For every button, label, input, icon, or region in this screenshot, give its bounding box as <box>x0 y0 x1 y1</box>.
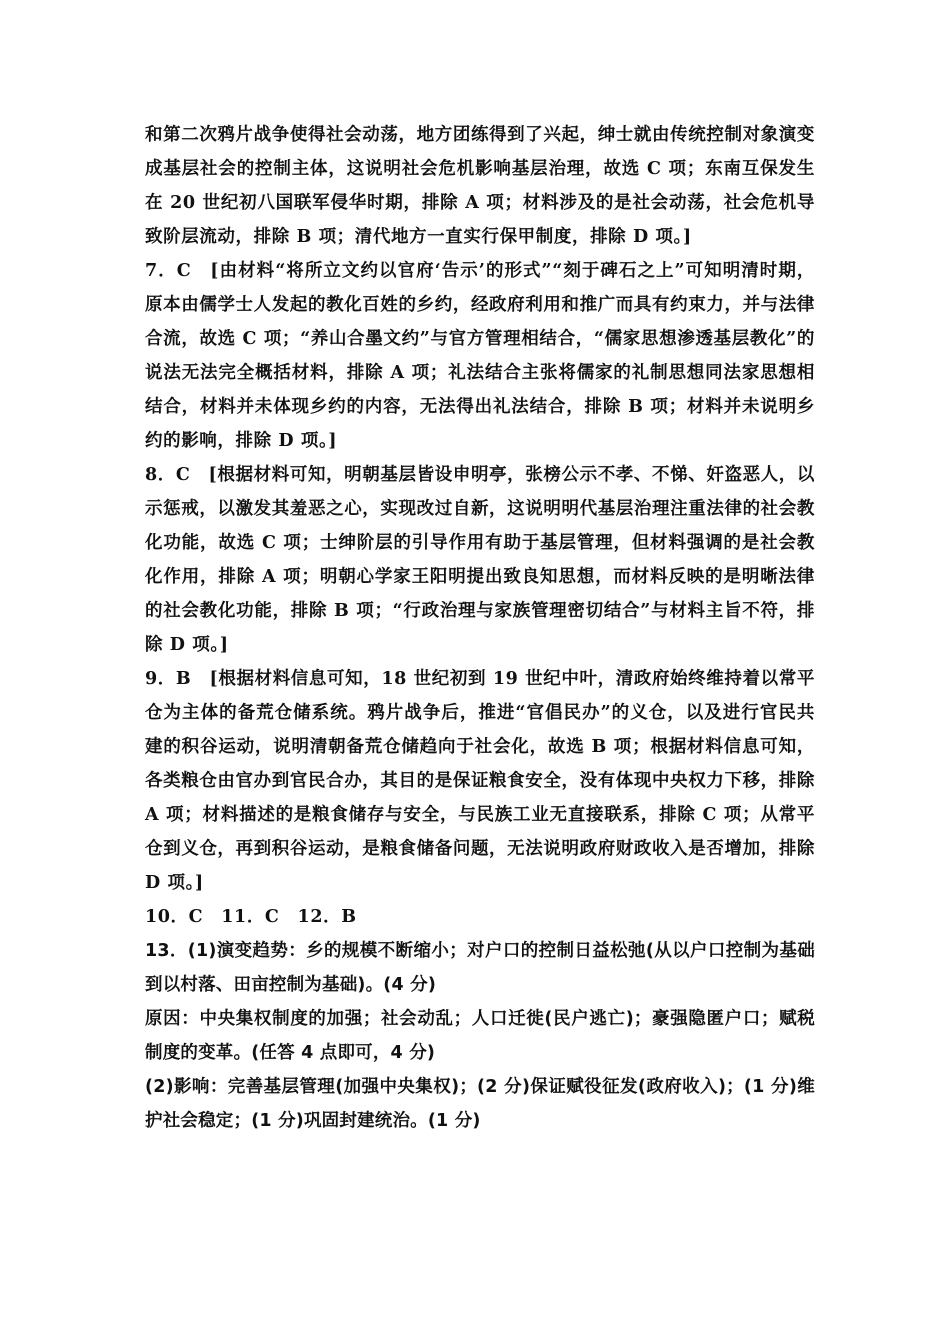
answer-13-part2-impact: (2)影响：完善基层管理(加强中央集权)；(2 分)保证赋役征发(政府收入)；(1 分)维护社会稳定；(1 分)巩固封建统治。(1 分) <box>145 1077 815 1131</box>
answer-9: 9．B [根据材料信息可知，18 世纪初到 19 世纪中叶，清政府始终维持着以常平仓为主体的备荒仓储系统。鸦片战争后，推进“官倡民办”的义仓，以及进行官民共建的积谷运动，说明清朝备荒仓储趋向于社会化，故选 B 项；根据材料信息可知，各类粮仓由官办到官民合办，其目的是保证粮食安全，没有体现中央权力下移，排除 A 项；材料描述的是粮食储存与安全，与民族工业无直接联系，排除 C 项；从常平仓到义仓，再到积谷运动，是粮食储备问题，无法说明政府财政收入是否增加，排除 D 项。] <box>145 669 815 893</box>
answers-10-12: 10．C 11．C 12．B <box>145 907 357 927</box>
answer-6-continued: 和第二次鸦片战争使得社会动荡，地方团练得到了兴起，绅士就由传统控制对象演变成基层社会的控制主体，这说明社会危机影响基层治理，故选 C 项；东南互保发生在 20 世纪初八国联军侵华时期，排除 A 项；材料涉及的是社会动荡，社会危机导致阶层流动，排除 B 项；清代地方一直实行保甲制度，排除 D 项。] <box>145 125 815 247</box>
answer-8: 8．C [根据材料可知，明朝基层皆设申明亭，张榜公示不孝、不悌、奸盗恶人，以示惩戒，以激发其羞恶之心，实现改过自新，这说明明代基层治理注重法律的社会教化功能，故选 C 项；士绅阶层的引导作用有助于基层管理，但材料强调的是社会教化作用，排除 A 项；明朝心学家王阳明提出致良知思想，而材料反映的是明晰法律的社会教化功能，排除 B 项；“行政治理与家族管理密切结合”与材料主旨不符，排除 D 项。] <box>145 465 815 655</box>
answer-13-part1-trend: 13．(1)演变趋势：乡的规模不断缩小；对户口的控制日益松弛(从以户口控制为基础到以村落、田亩控制为基础)。(4 分) <box>145 941 815 995</box>
answer-7: 7．C [由材料“将所立文约以官府‘告示’的形式”“刻于碑石之上”可知明清时期，原本由儒学士人发起的教化百姓的乡约，经政府利用和推广而具有约束力，并与法律合流，故选 C 项；“养山合墨文约”与官方管理相结合，“儒家思想渗透基层教化”的说法无法完全概括材料，排除 A 项；礼法结合主张将儒家的礼制思想同法家思想相结合，材料并未体现乡约的内容，无法得出礼法结合，排除 B 项；材料并未说明乡约的影响，排除 D 项。] <box>145 261 815 451</box>
answer-key-page <box>145 118 815 1138</box>
answer-13-part1-reasons: 原因：中央集权制度的加强；社会动乱；人口迁徙(民户逃亡)；豪强隐匿户口；赋税制度的变革。(任答 4 点即可，4 分) <box>145 1009 815 1063</box>
